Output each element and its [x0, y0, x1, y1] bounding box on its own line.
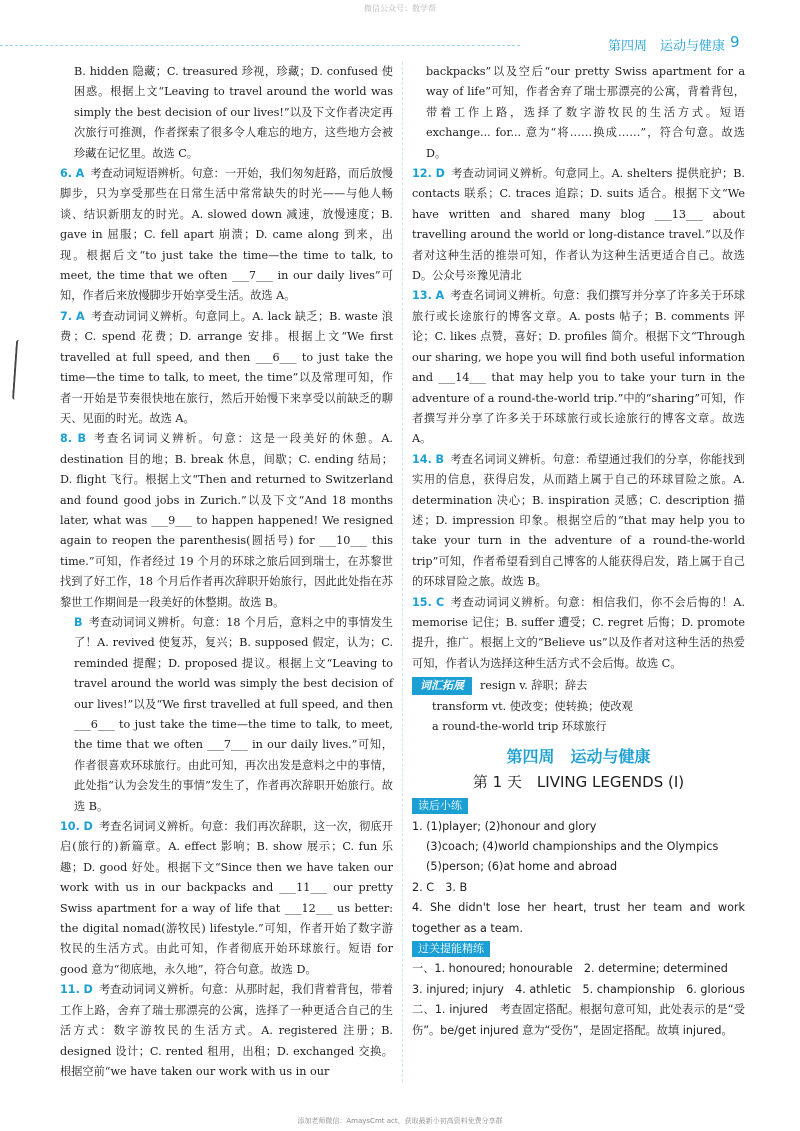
practice-tag: 过关提能精练 — [412, 941, 490, 957]
reading-line: (5)person; (6)at home and abroad — [426, 860, 618, 874]
practice-line: 二、1. injured 考查固定搭配。根据句意可知，此处表示的是“受伤”。be/get injured 意为“受伤”，是固定搭配。故填 injured。 — [412, 1003, 745, 1037]
watermark: 微信公众号：数学帮 — [364, 4, 436, 13]
answer-6: 6. A 考查动词短语辨析。句意：一开始，我们匆匆赶路，而后放慢脚步，只为享受那些在日常生活中常常缺失的时光——与他人畅谈、结识新朋友的时光。A. slowed down 减速，放慢速度；B. gave in 屈服；C. fell apart 崩溃；D. came along 到来，出现。根据后文“to just take the time—the time to talk, to meet, the time that we often ___7___ in our daily lives”可知，作者后来放慢脚步开始享受生活。故选 A。 — [60, 167, 393, 303]
right-column — [412, 62, 745, 1041]
answer-11: 11. D 考查动词词义辨析。句意：从那时起，我们背着背包，带着工作上路，舍弃了瑞士那漂亮的公寓，选择了一种更适合自己的生活方式：数字游牧民的生活方式。A. registered 注册；B. designed 设计；C. rented 租用，出租；D. exchanged 交换。根据空前“we have taken our work with us in our — [60, 983, 393, 1078]
vocab-item: resign v. 辞职；辞去 — [480, 679, 588, 693]
header-rule — [0, 45, 520, 47]
header-title: 第四周 运动与健康 — [608, 39, 726, 54]
answer-13: 13. A 考查名词词义辨析。句意：我们撰写并分享了许多关于环球旅行或长途旅行的博客文章。A. posts 帖子；B. comments 评论；C. likes 点赞，喜好；D. profiles 简介。根据下文“Through our sharing, we hope you will find both useful information and ___14___ that may help you to take your turn in the adventure of a round-the-world trip.”中的“sharing”可知，作者撰写并分享了许多关于环球旅行或长途旅行的博客文章。故选 A。 — [412, 289, 745, 446]
practice-answers — [412, 959, 745, 1041]
day-title: 第 1 天 LIVING LEGENDS (Ⅰ) — [472, 772, 685, 791]
answer-15: 15. C 考查动词词义辨析。句意：相信我们，你不会后悔的！A. memorise 记住；B. suffer 遭受；C. regret 后悔；D. promote 提升，推广。根据上文的“Believe us”以及作者对这种生活的热爱可知，作者认为选择这种生活方式不会后悔。故选 C。 — [412, 595, 746, 670]
section-title: 第四周 运动与健康 — [506, 747, 651, 767]
page-header — [540, 33, 740, 53]
answer-10: 10. D 考查名词词义辨析。句意：我们再次辞职，这一次，彻底开启(旅行的)新篇章。A. effect 影响；B. show 展示；C. fun 乐趣；D. good 好处。根据下文“Since then we have taken our work with us in our backpacks and ___11___ our pretty Swiss apartment for a way of life that ___12___ us better: the digital nomad(游牧民) lifestyle.”可知，作者开始了数字游牧民的生活方式。由此可知，作者彻底开始环球旅行。短语 for good 意为“彻底地，永久地”，符合句意。故选 D。 — [60, 820, 393, 976]
answer-7: 7. A 考查动词词义辨析。句意同上。A. lack 缺乏；B. waste 浪费；C. spend 花费；D. arrange 安排。根据上文“We first travelled at full speed, and then ___6___ to just take the time—the time to talk, to meet, the time”以及常理可知，作者一开始是节奏很快地在旅行，然后开始慢下来享受以前缺乏的聊天、见面的时光。故选 A。 — [60, 309, 393, 425]
reading-answers — [412, 817, 745, 939]
vocab-item: a round-the-world trip 环球旅行 — [432, 720, 607, 733]
reading-line: 1. (1)player; (2)honour and glory — [412, 819, 597, 833]
answer-8: 8. B 考查名词词义辨析。句意：这是一段美好的休憩。A. destination 目的地；B. break 休息，间歇；C. ending 结局；D. flight 飞行。根据上文“Then and returned to Switzerland and found good jobs in Zurich.”以及下文“And 18 months later, what was ___9___ to happen happened! We resigned again to reopen the parenthesis(圆括号) for ___10___ this time.”可知，作者经过 19 个月的环球之旅后回到瑞士，在苏黎世找到了好工作，18 个月后作者再次辞职开始旅行，因此此处指在苏黎世工作期间是一段美好的休整期。故选 B。 — [60, 432, 393, 609]
answer-9: B 考查动词词义辨析。句意：18 个月后，意料之中的事情发生了！A. revived 使复苏，复兴；B. supposed 假定，认为；C. reminded 提醒；D. proposed 提议。根据上文“Leaving to travel around the world was simply the best decision of our lives!”以及“We first travelled at full speed, and then ___6___ to just take the time—the time to talk, to meet, the time that we often ___7___ in our daily lives.”可知，作者很喜欢环球旅行。由此可知，再次出发是意料之中的事情，此处指“认为会发生的事情”发生了，作者再次辞职开始旅行。故选 B。 — [74, 615, 393, 813]
reading-tag: 读后小练 — [412, 798, 468, 814]
reading-line: 2. C 3. B — [412, 880, 468, 894]
vocab-box — [412, 676, 745, 737]
practice-line: 一、1. honoured; honourable 2. determine; determined — [412, 962, 728, 976]
column-divider — [402, 62, 403, 1082]
margin-mark — [12, 340, 28, 401]
practice-line: 3. injured; injury 4. athletic 5. championship 6. glorious — [412, 982, 745, 996]
left-column — [60, 62, 393, 1082]
answer-12: 12. D 考查动词词义辨析。句意同上。A. shelters 提供庇护；B. contacts 联系；C. traces 追踪；D. suits 适合。根据下文“We have written and shared many blog ___13___ about travelling around the world or long-distance travel.”以及作者对这种生活的推崇可知，作者认为这种生活更适合自己。故选 D。公众号※豫见清北 — [412, 167, 745, 283]
continued-text-right: backpacks”以及空后“our pretty Swiss apartment for a way of life”可知，作者舍弃了瑞士那漂亮的公寓，背着背包，带着工作上路，选择了数字游牧民的生活方式。短语 exchange... for... 意为“将……换成……”，符合句意。故选 D。 — [426, 65, 745, 160]
page-number: 9 — [730, 33, 740, 51]
vocab-tag: 词汇拓展 — [412, 677, 472, 695]
vocab-item: transform vt. 使改变；使转换；使改观 — [432, 699, 633, 713]
reading-line: 4. She didn't lose her heart, trust her team and work together as a team. — [412, 901, 745, 935]
answer-14: 14. B 考查名词词义辨析。句意：希望通过我们的分享，你能找到实用的信息，获得启发，从而踏上属于自己的环球冒险之旅。A. determination 决心；B. inspiration 灵感；C. description 描述；D. impression 印象。根据空后的“that may help you to take your turn in the adventure of a round-the-world trip”可知，作者希望看到自己博客的人能获得启发，踏上属于自己的环球冒险之旅。故选 B。 — [412, 452, 745, 589]
footer-note: 添加老师微信：AmaysCmt act，获取最新小初高资料免费分享群 — [297, 1117, 503, 1125]
continued-text: B. hidden 隐藏；C. treasured 珍视，珍藏；D. confused 使困惑。根据上文“Leaving to travel around the world was simply the best decision of our lives!”以及下文作者决定再次旅行可推测，作者探索了很多令人难忘的地方，这些地方会被珍藏在记忆里。故选 C。 — [74, 65, 393, 160]
reading-line: (3)coach; (4)world championships and the Olympics — [426, 840, 719, 854]
